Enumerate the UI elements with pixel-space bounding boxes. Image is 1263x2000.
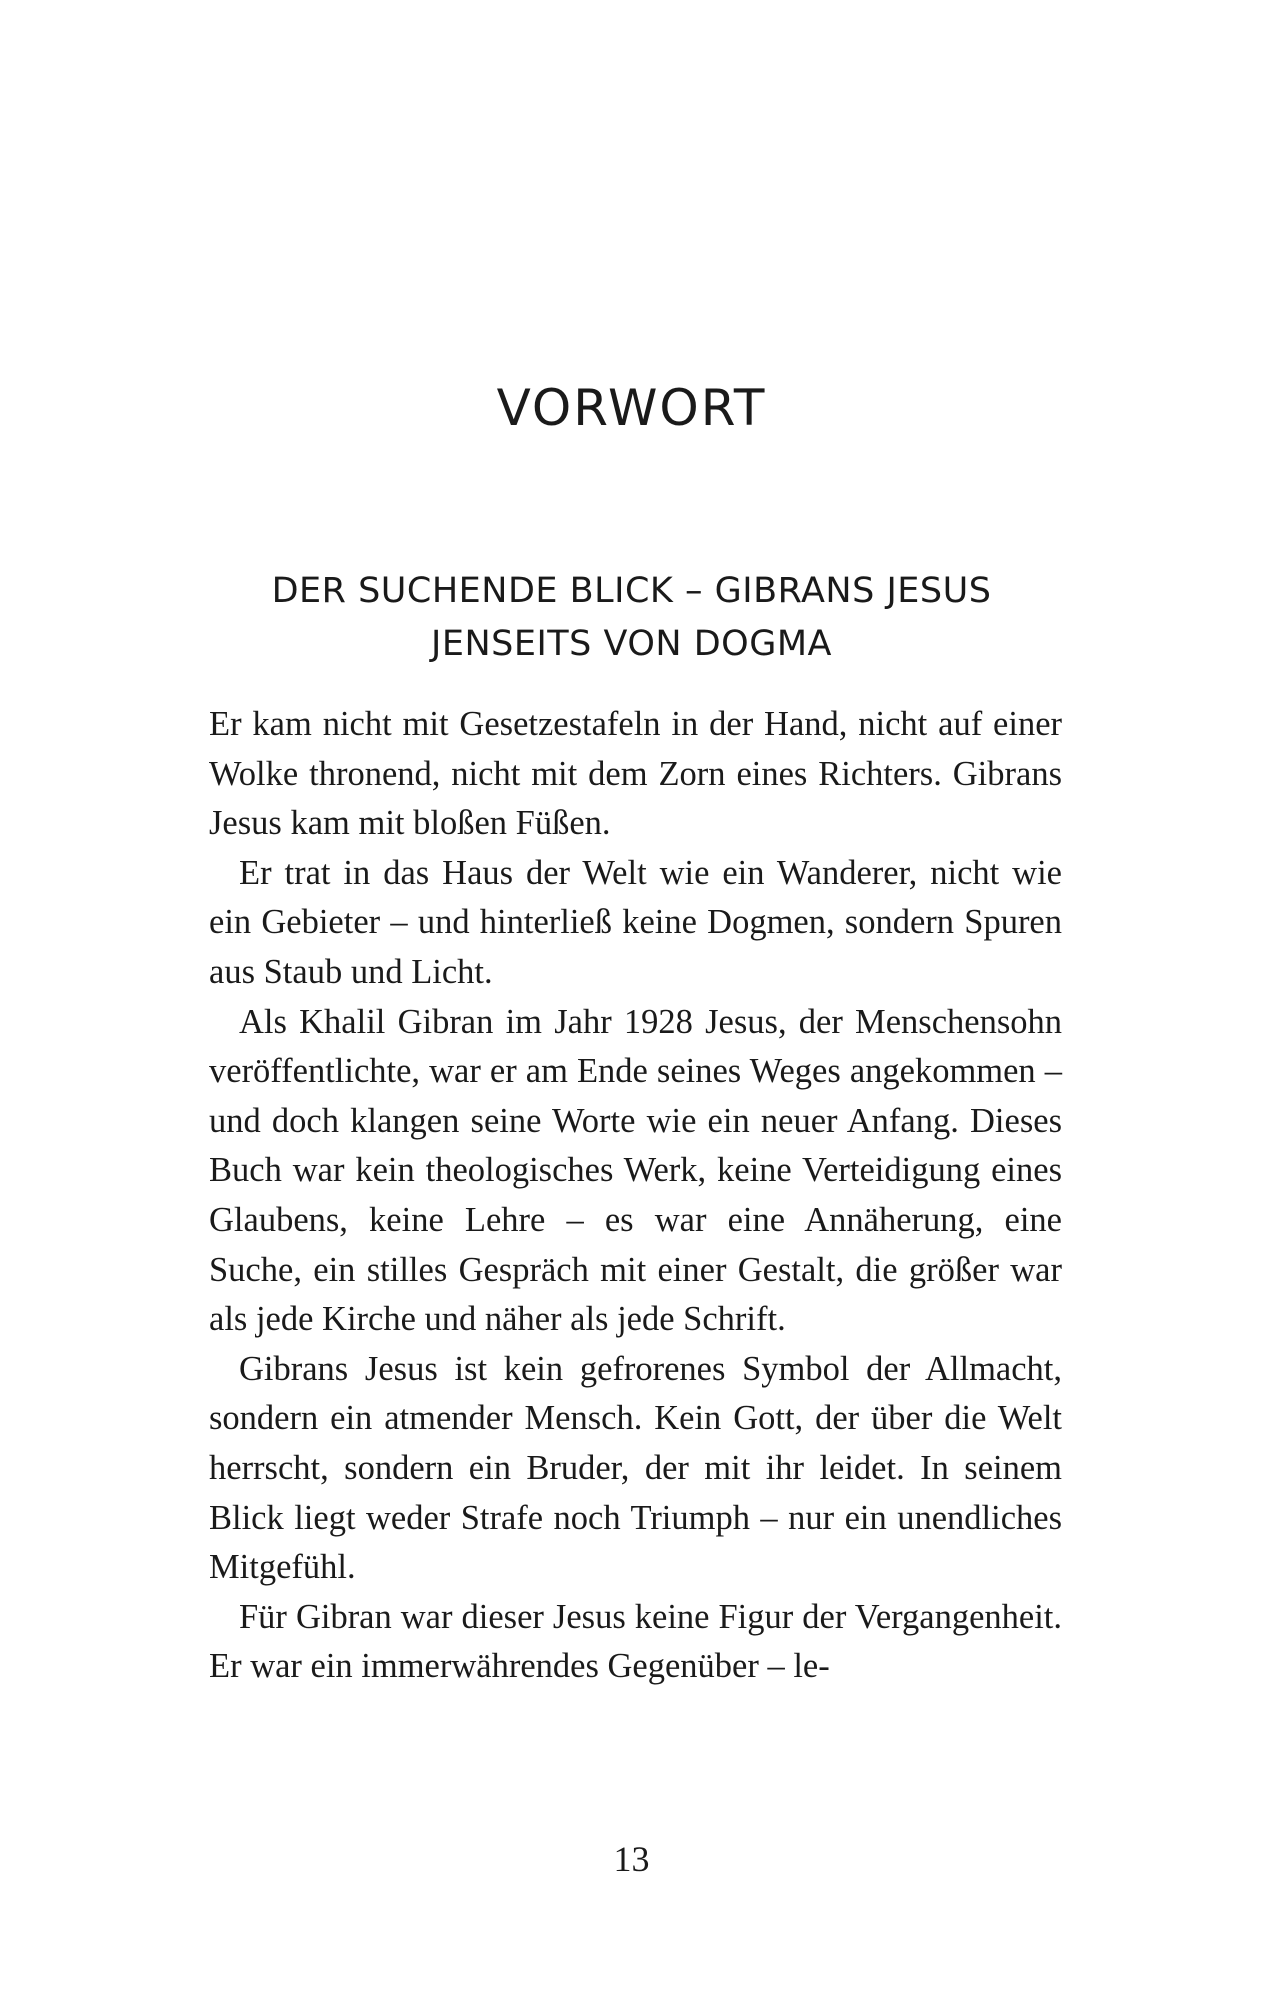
- section-heading-line-2: JENSEITS VON DOGMA: [431, 624, 832, 664]
- paragraph-2: Er trat in das Haus der Welt wie ein Wanderer, nicht wie ein Gebieter – und hinterließ keine Dogmen, sondern Spuren aus Staub und Licht.: [209, 853, 1062, 991]
- paragraph-4: Gibrans Jesus ist kein gefrorenes Symbol der Allmacht, sondern ein atmender Mensch. Kein Gott, der über die Welt herrscht, sondern ein Bruder, der mit ihr leidet. In seinem Blick liegt weder Strafe noch Triumph – nur ein unendliches Mitgefühl.: [209, 1349, 1062, 1587]
- page-number: 13: [613, 1839, 650, 1879]
- section-heading-line-1: DER SUCHENDE BLICK – GIBRANS JESUS: [271, 571, 992, 611]
- body-text: [209, 700, 1062, 1692]
- paragraph-3: Als Khalil Gibran im Jahr 1928 Jesus, der Menschensohn veröffentlichte, war er am Ende seines Weges angekommen – und doch klangen seine Worte wie ein neuer Anfang. Dieses Buch war kein theologisches Werk, keine Verteidigung eines Glaubens, keine Lehre – es war eine Annäherung, eine Suche, ein stilles Gespräch mit einer Gestalt, die größer war als jede Kirche und näher als jede Schrift.: [209, 1002, 1062, 1339]
- paragraph-5: Für Gibran war dieser Jesus keine Figur der Vergangenheit. Er war ein immerwährendes Gegenüber – le-: [209, 1597, 1062, 1686]
- section-heading: [200, 565, 1063, 671]
- chapter-title: VORWORT: [496, 379, 767, 437]
- paragraph-1: Er kam nicht mit Gesetzestafeln in der Hand, nicht auf einer Wolke thronend, nicht mit dem Zorn eines Richters. Gibrans Jesus kam mit bloßen Füßen.: [209, 705, 1062, 843]
